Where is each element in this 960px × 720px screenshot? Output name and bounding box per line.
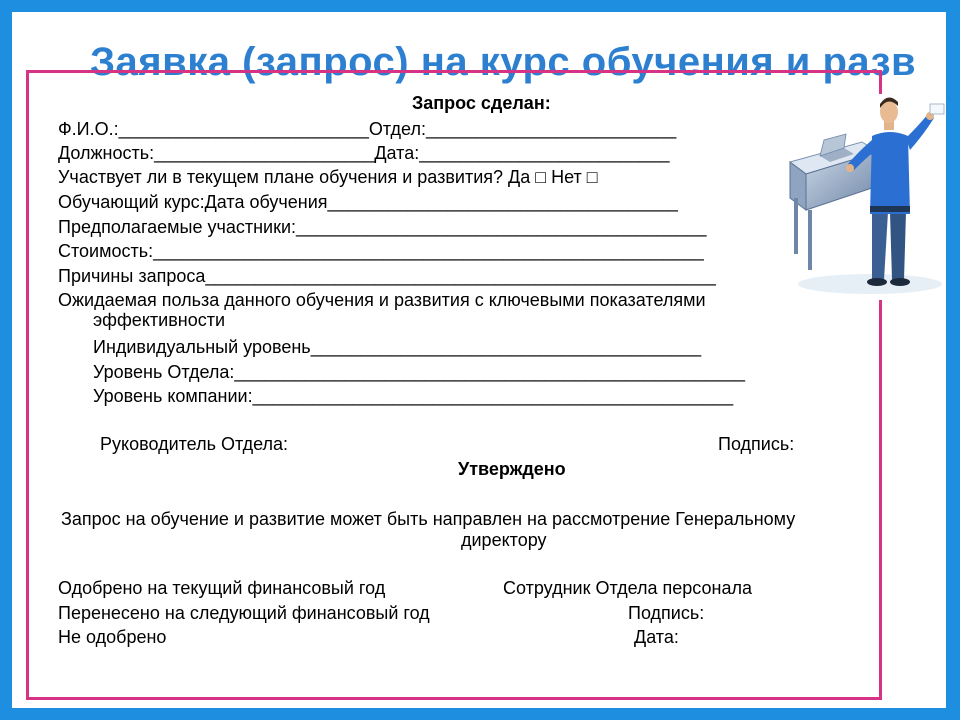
- department-level-field: Уровень Отдела:___________________________________________________: [93, 362, 745, 382]
- form-header: Запрос сделан:: [412, 93, 551, 113]
- note-text: Запрос на обучение и развитие может быть направлен на рассмотрение Генеральному: [61, 509, 796, 529]
- department-head-label: Руководитель Отдела:: [100, 434, 289, 454]
- approved-heading: Утверждено: [458, 459, 566, 479]
- slide-title: Заявка (запрос) на курс обучения и разв: [90, 40, 917, 84]
- participants-field: Предполагаемые участники:_________________________________________: [58, 217, 707, 237]
- company-level-field: Уровень компании:________________________________________________: [93, 386, 734, 406]
- slide: [12, 12, 946, 708]
- position-field: Должность:______________________Дата:_________________________: [58, 143, 670, 163]
- date-label: Дата:: [634, 627, 679, 647]
- course-field: Обучающий курс:Дата обучения___________________________________: [58, 192, 678, 212]
- benefit-label: Ожидаемая польза данного обучения и развития с ключевыми показателями: [58, 290, 706, 310]
- signature-label-2: Подпись:: [628, 603, 705, 623]
- moved-next-year: Перенесено на следующий финансовый год: [58, 603, 430, 623]
- cost-field: Стоимость:_______________________________________________________: [58, 241, 704, 261]
- signature-label: Подпись:: [718, 434, 795, 454]
- reasons-field: Причины запроса___________________________________________________: [58, 266, 716, 286]
- hr-employee-label: Сотрудник Отдела персонала: [503, 578, 752, 598]
- in-plan-question: Участвует ли в текущем плане обучения и развития? Да □ Нет □: [58, 167, 598, 187]
- not-approved: Не одобрено: [58, 627, 167, 647]
- benefit-label-cont: эффективности: [93, 310, 226, 330]
- individual-level-field: Индивидуальный уровень_______________________________________: [93, 337, 702, 357]
- fio-field: Ф.И.О.:_________________________Отдел:_________________________: [58, 119, 677, 139]
- approved-current-year: Одобрено на текущий финансовый год: [58, 578, 386, 598]
- man-with-desk-illustration: [780, 94, 946, 300]
- note-text-cont: директору: [461, 530, 547, 550]
